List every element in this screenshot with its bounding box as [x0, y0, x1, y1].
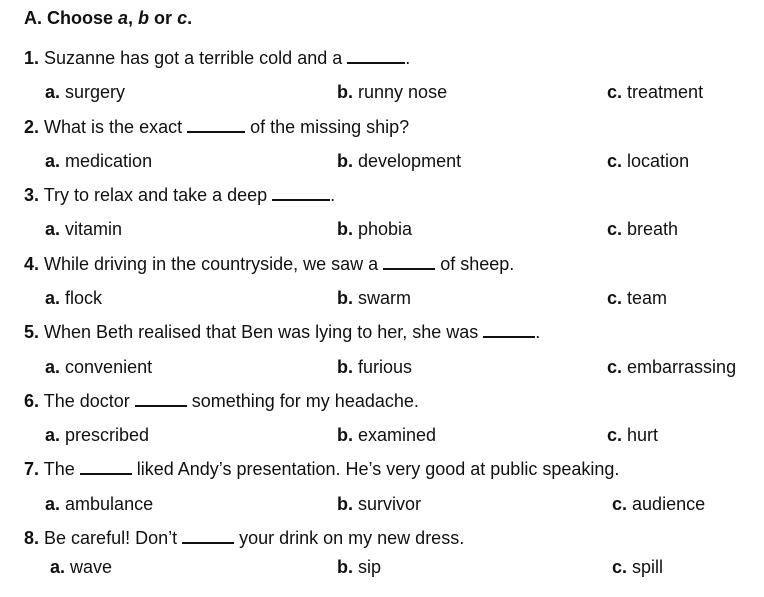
question-number: 8.: [24, 528, 40, 548]
option-letter: c.: [607, 82, 623, 102]
option-letter: a.: [50, 557, 66, 577]
question-2-option-b: [337, 150, 461, 172]
question-text-before: The: [43, 459, 80, 479]
option-letter: c.: [607, 425, 623, 445]
option-text: breath: [627, 219, 679, 239]
question-8-option-c: [612, 556, 663, 578]
question-text-before: What is the exact: [44, 117, 188, 137]
heading-suffix: .: [187, 8, 193, 28]
option-letter: a.: [45, 82, 61, 102]
question-5: [24, 321, 540, 343]
question-1-option-a: [45, 81, 125, 103]
option-letter: a.: [45, 151, 61, 171]
question-2-option-c: [607, 150, 689, 172]
question-2: [24, 116, 409, 138]
option-letter: c.: [607, 357, 623, 377]
heading-option-b: b: [138, 8, 150, 28]
question-7-option-c: [612, 493, 705, 515]
option-text: treatment: [627, 82, 704, 102]
question-text-before: The doctor: [43, 391, 135, 411]
answer-blank: [272, 184, 330, 201]
question-text-after: of sheep.: [435, 254, 515, 274]
question-7-option-a: [45, 493, 153, 515]
question-number: 7.: [24, 459, 40, 479]
question-7: [24, 458, 619, 480]
option-text: wave: [70, 557, 113, 577]
answer-blank: [187, 116, 245, 133]
question-6-option-c: [607, 424, 658, 446]
question-5-option-a: [45, 356, 152, 378]
option-text: furious: [358, 357, 413, 377]
question-4: [24, 253, 514, 275]
question-text-after: .: [535, 322, 541, 342]
option-letter: a.: [45, 494, 61, 514]
question-3-option-a: [45, 218, 122, 240]
question-text-after: your drink on my new dress.: [234, 528, 465, 548]
question-text-after: of the missing ship?: [245, 117, 410, 137]
option-text: location: [627, 151, 690, 171]
question-number: 6.: [24, 391, 40, 411]
question-5-option-c: [607, 356, 736, 378]
option-letter: a.: [45, 425, 61, 445]
question-text-before: Suzanne has got a terrible cold and a: [44, 48, 348, 68]
option-letter: b.: [337, 288, 353, 308]
question-text-before: While driving in the countryside, we saw a: [44, 254, 384, 274]
option-text: embarrassing: [627, 357, 737, 377]
question-text-after: something for my headache.: [186, 391, 419, 411]
question-7-option-b: [337, 493, 421, 515]
option-letter: b.: [337, 494, 353, 514]
option-text: phobia: [358, 219, 413, 239]
option-text: team: [627, 288, 668, 308]
option-letter: c.: [607, 151, 623, 171]
question-text-before: When Beth realised that Ben was lying to her, she was: [44, 322, 484, 342]
answer-blank: [182, 527, 234, 544]
question-3-option-b: [337, 218, 412, 240]
question-text-after: .: [330, 185, 336, 205]
question-number: 3.: [24, 185, 40, 205]
question-number: 5.: [24, 322, 40, 342]
answer-blank: [135, 390, 187, 407]
option-text: convenient: [65, 357, 153, 377]
option-letter: b.: [337, 151, 353, 171]
option-letter: a.: [45, 288, 61, 308]
question-1-option-c: [607, 81, 703, 103]
option-text: sip: [358, 557, 382, 577]
option-letter: c.: [612, 557, 628, 577]
option-text: ambulance: [65, 494, 154, 514]
option-text: hurt: [627, 425, 659, 445]
option-text: audience: [632, 494, 706, 514]
option-text: surgery: [65, 82, 126, 102]
option-text: examined: [358, 425, 437, 445]
question-2-option-a: [45, 150, 152, 172]
answer-blank: [80, 458, 132, 475]
option-text: flock: [65, 288, 103, 308]
option-text: vitamin: [65, 219, 123, 239]
question-number: 4.: [24, 254, 40, 274]
heading-prefix: A. Choose: [24, 8, 119, 28]
heading-separator-2: or: [149, 8, 178, 28]
question-text-before: Be careful! Don’t: [44, 528, 183, 548]
question-text-before: Try to relax and take a deep: [43, 185, 273, 205]
option-text: development: [358, 151, 462, 171]
question-6-option-a: [45, 424, 149, 446]
question-text-after: liked Andy’s presentation. He’s very good at public speaking.: [131, 459, 620, 479]
question-4-option-a: [45, 287, 102, 309]
heading-separator-1: ,: [128, 8, 139, 28]
option-letter: b.: [337, 219, 353, 239]
question-4-option-b: [337, 287, 411, 309]
question-3: [24, 184, 335, 206]
option-letter: b.: [337, 425, 353, 445]
option-letter: c.: [607, 219, 623, 239]
option-letter: b.: [337, 357, 353, 377]
option-letter: b.: [337, 557, 353, 577]
option-text: swarm: [358, 288, 412, 308]
question-number: 2.: [24, 117, 40, 137]
question-4-option-c: [607, 287, 667, 309]
option-letter: c.: [612, 494, 628, 514]
answer-blank: [347, 47, 405, 64]
heading-option-a: a: [118, 8, 129, 28]
question-6-option-b: [337, 424, 436, 446]
option-text: medication: [65, 151, 153, 171]
option-text: spill: [632, 557, 664, 577]
question-text-after: .: [405, 48, 411, 68]
answer-blank: [383, 253, 435, 270]
question-1-option-b: [337, 81, 447, 103]
question-3-option-c: [607, 218, 678, 240]
heading-option-c: c: [177, 8, 188, 28]
option-text: runny nose: [358, 82, 448, 102]
question-8-option-a: [50, 556, 112, 578]
option-text: survivor: [358, 494, 422, 514]
option-letter: a.: [45, 219, 61, 239]
option-letter: b.: [337, 82, 353, 102]
question-8-option-b: [337, 556, 381, 578]
option-letter: c.: [607, 288, 623, 308]
question-5-option-b: [337, 356, 412, 378]
question-8: [24, 527, 464, 549]
answer-blank: [483, 321, 535, 338]
option-text: prescribed: [65, 425, 150, 445]
exercise-heading: [24, 7, 192, 29]
question-1: [24, 47, 410, 69]
question-6: [24, 390, 419, 412]
option-letter: a.: [45, 357, 61, 377]
question-number: 1.: [24, 48, 40, 68]
